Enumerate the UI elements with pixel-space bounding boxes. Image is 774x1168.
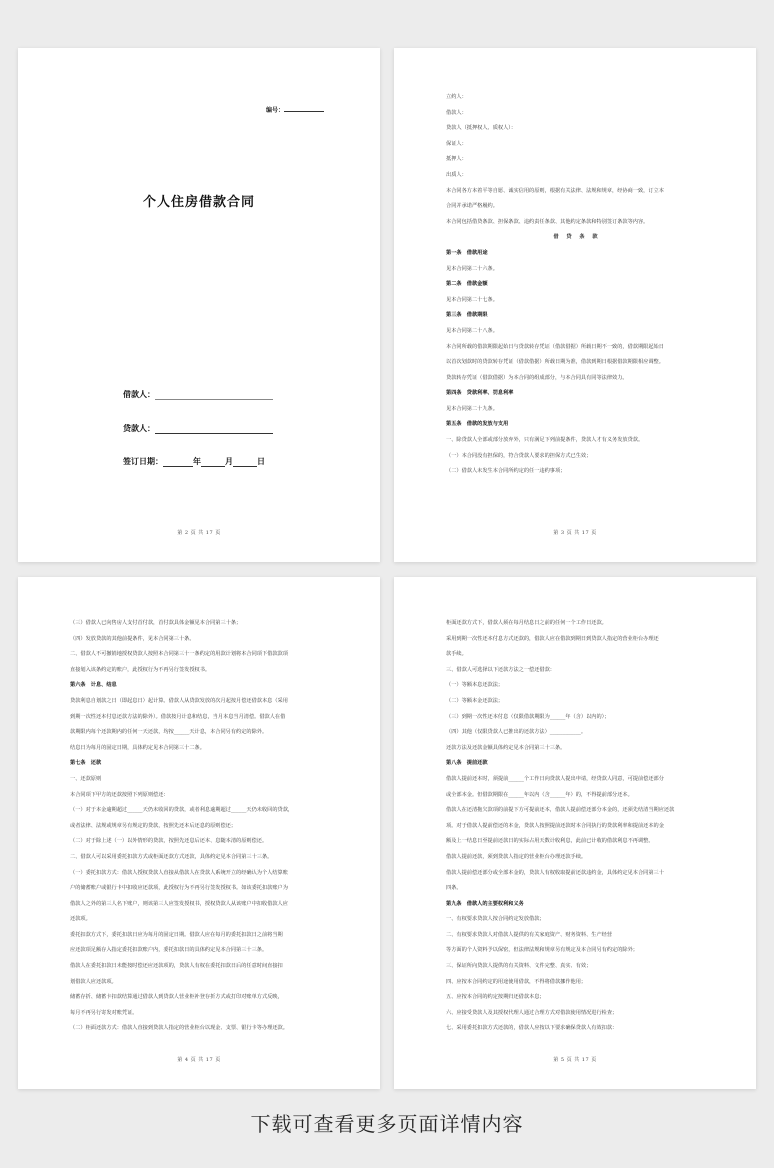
text-line: 委托扣款方式下，委托扣款日应为每月的固定日期。借款人应在每月的委托扣款日之前将当期 bbox=[70, 931, 283, 938]
text-line: （一）等额本息还款法； bbox=[446, 682, 504, 689]
text-line: 二、有权要求贷款人对借款人提供的有关家庭资产、财务资料、生产经营 bbox=[446, 931, 613, 938]
text-line: 五、应按本合同的约定按期归还借款本息； bbox=[446, 994, 545, 1001]
text-line: 借款人提前偿还部分或全部本金的，贷款人有权收取提前还款违约金，具体约定见本合同第三十 bbox=[446, 869, 664, 876]
text-line: 七、采用委托扣款方式还款的，借款人应按以下要求确保贷款人有效扣款： bbox=[446, 1025, 618, 1032]
page-footer: 第 2 页 共 17 页 bbox=[177, 530, 221, 536]
sign-date-field: 签订日期： 年 月 日 bbox=[123, 456, 265, 466]
text-line: 立约人： bbox=[446, 94, 467, 100]
clause-heading: 第九条 借款人的主要权利和义务 bbox=[446, 900, 524, 907]
text-line: 额及上一结息日至提前还款日的实际占用天数计收利息，此前已计收的借款利息不再调整。 bbox=[446, 838, 654, 845]
text-line: （一）委托扣款方式：借款人授权贷款人直接从借款人在贷款人系统开立的经确认为个人结算账 bbox=[70, 869, 288, 876]
text-line: 本合同项下甲方的还款按照下列原则偿还： bbox=[70, 791, 169, 798]
text-line: 到期一次性还本付息还款方法的除外）。借款按月计息和结息，当月本息当月清偿。借款人在借 bbox=[70, 713, 286, 720]
text-line: 直接划入该条约定的账户，此授权行为不再另行签发授权书。 bbox=[70, 666, 211, 673]
clause-heading: 第六条 计息、结息 bbox=[70, 682, 117, 689]
clause-heading: 第七条 还款 bbox=[70, 760, 102, 767]
page-body bbox=[70, 616, 332, 1037]
clause-heading: 第三条 借款期限 bbox=[446, 312, 488, 319]
text-line: 采用到期一次性还本付息方式还款的，借款人应在借款到期日到贷款人指定的营业柜台办理还 bbox=[446, 635, 659, 642]
text-line: （二）对于除上述（一）以外情形的贷款，按照先还息后还本、息随本清的原则偿还。 bbox=[70, 838, 268, 845]
text-line: 户的储蓄账户或银行卡中扣收应还款项，此授权行为不再另行签发授权书。如该委托扣款账户为 bbox=[70, 885, 288, 892]
text-line: 一、除贷款人全部或部分放弃外，只有满足下列前提条件，贷款人才有义务发放贷款。 bbox=[446, 437, 644, 444]
text-line: 等方面的个人资料予以保密，但法律法规和规章另有规定及本合同另有约定的除外； bbox=[446, 947, 638, 954]
contract-title: 个人住房借款合同 bbox=[142, 195, 255, 210]
text-line: 二、借款人不可撤销地授权贷款人按照本合同第三十一条约定的用款计划将本合同项下借款款项 bbox=[70, 651, 288, 658]
clause-heading: 第八条 提前还款 bbox=[446, 760, 488, 767]
text-line: 一、有权要求贷款人按合同约定发放借款； bbox=[446, 916, 545, 923]
text-line: 一、还款原则 bbox=[70, 775, 102, 782]
text-line: 借款人在委托扣款日未能按时偿还应还款项的，贷款人有权在委托扣款日后的任意时间直接扣 bbox=[70, 963, 283, 970]
text-line: （一）本合同没有担保的，符合贷款人要求的担保方式已生效； bbox=[446, 452, 592, 459]
text-line: 借款人提前还本时，须提前______个工作日向贷款人提出申请，经贷款人同意，可提前偿还部分 bbox=[446, 775, 664, 782]
text-line: 见本合同第二十八条。 bbox=[446, 327, 498, 334]
text-line: （二）等额本金还款法； bbox=[446, 697, 504, 704]
lender-field: 贷款人： bbox=[123, 423, 273, 434]
text-line: 还款项。 bbox=[70, 916, 91, 923]
clause-heading: 第二条 借款金额 bbox=[446, 281, 488, 288]
text-line: （四）发放贷款的其他前提条件，见本合同第三十条。 bbox=[70, 635, 195, 642]
clause-heading: 第四条 贷款利率、罚息利率 bbox=[446, 390, 514, 397]
text-line: （三）借款人已向售房人支付首付款，首付款具体金额见本合同第三十条； bbox=[70, 620, 242, 626]
text-line: 应还款项足额存入指定委托扣款账户内，委托扣款日的具体约定见本合同第三十三条。 bbox=[70, 947, 268, 954]
text-line: 划借款人应还款项。 bbox=[70, 978, 117, 985]
text-line: 贷款人（抵押权人、质权人）： bbox=[446, 125, 517, 132]
text-line: 三、保证所向贷款人提供的有关资料、文件完整、真实、有效； bbox=[446, 963, 592, 970]
download-caption: 下载可查看更多页面详情内容 bbox=[250, 1112, 524, 1136]
clause-heading: 第一条 借款用途 bbox=[446, 249, 488, 256]
contract-cover-page bbox=[18, 48, 380, 562]
clause-heading: 第五条 借款的发放与支用 bbox=[446, 421, 509, 428]
text-line: 二、借款人可以采用委托扣款方式或柜面还款方式还款，具体约定见本合同第三十三条。 bbox=[70, 853, 273, 860]
text-line: 抵押人： bbox=[446, 156, 467, 163]
text-line: 柜面还款方式下，借款人须在每月结息日之前的任何一个工作日还款。 bbox=[446, 620, 607, 626]
text-line: 贷款转存凭证（借款借据）为本合同的组成部分，与本合同具有同等法律效力。 bbox=[446, 374, 628, 381]
text-line: 本合同所载的借款期限起始日与贷款转存凭证（借款借据）所载日期不一致的，借款期限起始日 bbox=[446, 343, 664, 350]
page-body bbox=[446, 90, 708, 480]
contract-number-blank bbox=[284, 111, 324, 112]
text-line: 合同并承诺严格履约。 bbox=[446, 203, 498, 210]
text-line: （一）对于本金逾期超过______天仍未收回的贷款，或者利息逾期超过______天仍未收回的贷款， bbox=[70, 807, 294, 814]
text-line: 以首次划款时的贷款转存凭证（借款借据）所载日期为准，借款到期日根据借款期限相应调整。 bbox=[446, 359, 664, 366]
text-line: （二）借款人未发生本合同所约定的任一违约事项； bbox=[446, 468, 566, 475]
borrower-blank bbox=[155, 399, 273, 400]
text-line: （三）到期一次性还本付息（仅限借款期限为______年（含）以内的）； bbox=[446, 713, 610, 720]
text-line: 保证人： bbox=[446, 140, 467, 147]
text-line: 三、借款人可选择以下还款方法之一偿还借款： bbox=[446, 666, 555, 673]
text-line: 还款方法及还款金额具体约定见本合同第三十三条。 bbox=[446, 744, 566, 751]
text-line: 本合同各方本着平等自愿、诚实信用的原则，根据有关法律、法规和规章，经协商一致，订立本 bbox=[446, 187, 664, 194]
text-line: 见本合同第二十七条。 bbox=[446, 296, 498, 303]
text-line: 款期限内每个还款期内的任何一天还款，均按______天计息，本合同另有约定的除外。 bbox=[70, 729, 268, 736]
text-line: 六、应接受贷款人及其授权代理人通过合理方式对借款使用情况进行检查； bbox=[446, 1009, 618, 1016]
text-line: （四）其他（仅限贷款人已推出的还款方法）____________。 bbox=[446, 729, 587, 736]
text-line: 本合同包括借贷条款、担保条款、违约责任条款、其他约定条款和特别签订条款等内容。 bbox=[446, 218, 649, 225]
text-line: 出质人： bbox=[446, 171, 467, 178]
page-footer: 第 4 页 共 17 页 bbox=[177, 1057, 221, 1063]
text-line: 贷款利息自划款之日（即起息日）起计算。借款人从贷款发放的次月起按月偿还借款本息（采用 bbox=[70, 697, 288, 704]
contract-number-field: 编号： bbox=[266, 105, 324, 114]
text-line: 四条。 bbox=[446, 885, 462, 892]
text-line: 借款人： bbox=[446, 109, 467, 116]
text-line: 储蓄存折、储蓄卡扣款结算通过借款人到贷款人营业柜补登存折方式或打印对账单方式反映， bbox=[70, 994, 283, 1001]
text-line: 借款人之外的第三人名下账户，则该第三人应签发授权书，授权贷款人从该账户中扣收借款人应 bbox=[70, 900, 288, 907]
text-line: 项。对于借款人提前偿还的本金，贷款人按照提前还款时本合同执行的贷款利率和提前还本的金 bbox=[446, 822, 664, 829]
text-line: 借款人在还清拖欠款项的前提下方可提前还本，借款人提前偿还部分本金的，还须先结清当期应还款 bbox=[446, 807, 675, 814]
text-line: 每月不再另行寄发对账凭证。 bbox=[70, 1009, 138, 1016]
text-line: 见本合同第二十六条。 bbox=[446, 265, 498, 272]
text-line: 或全部本金。但借款期限在______年以内（含______年）的，不得提前部分还本。 bbox=[446, 791, 633, 798]
contract-page-4 bbox=[18, 577, 380, 1089]
text-line: 款手续。 bbox=[446, 651, 467, 658]
text-line: 或者法律、法规或规章另有规定的贷款，按照先还本后还息的原则偿还； bbox=[70, 822, 237, 829]
section-heading: 借 贷 条 款 bbox=[553, 234, 601, 241]
page-footer: 第 5 页 共 17 页 bbox=[553, 1057, 597, 1063]
borrower-field: 借款人： bbox=[123, 389, 273, 400]
lender-blank bbox=[155, 433, 273, 434]
text-line: （二）柜面还款方式：借款人直接到贷款人指定的营业柜台以现金、支票、银行卡等办理还款。 bbox=[70, 1025, 288, 1032]
contract-page-3 bbox=[394, 48, 756, 562]
text-line: 见本合同第二十九条。 bbox=[446, 405, 498, 412]
text-line: 四、应按本合同约定的用途使用借款，不得将借款挪作他用； bbox=[446, 978, 587, 985]
page-footer: 第 3 页 共 17 页 bbox=[553, 530, 597, 536]
contract-page-5 bbox=[394, 577, 756, 1089]
text-line: 结息日为每月的固定日期，具体约定见本合同第三十二条。 bbox=[70, 744, 205, 751]
page-body bbox=[446, 616, 708, 1037]
text-line: 借款人提前还款，须到贷款人指定的营业柜台办理还款手续。 bbox=[446, 853, 587, 860]
